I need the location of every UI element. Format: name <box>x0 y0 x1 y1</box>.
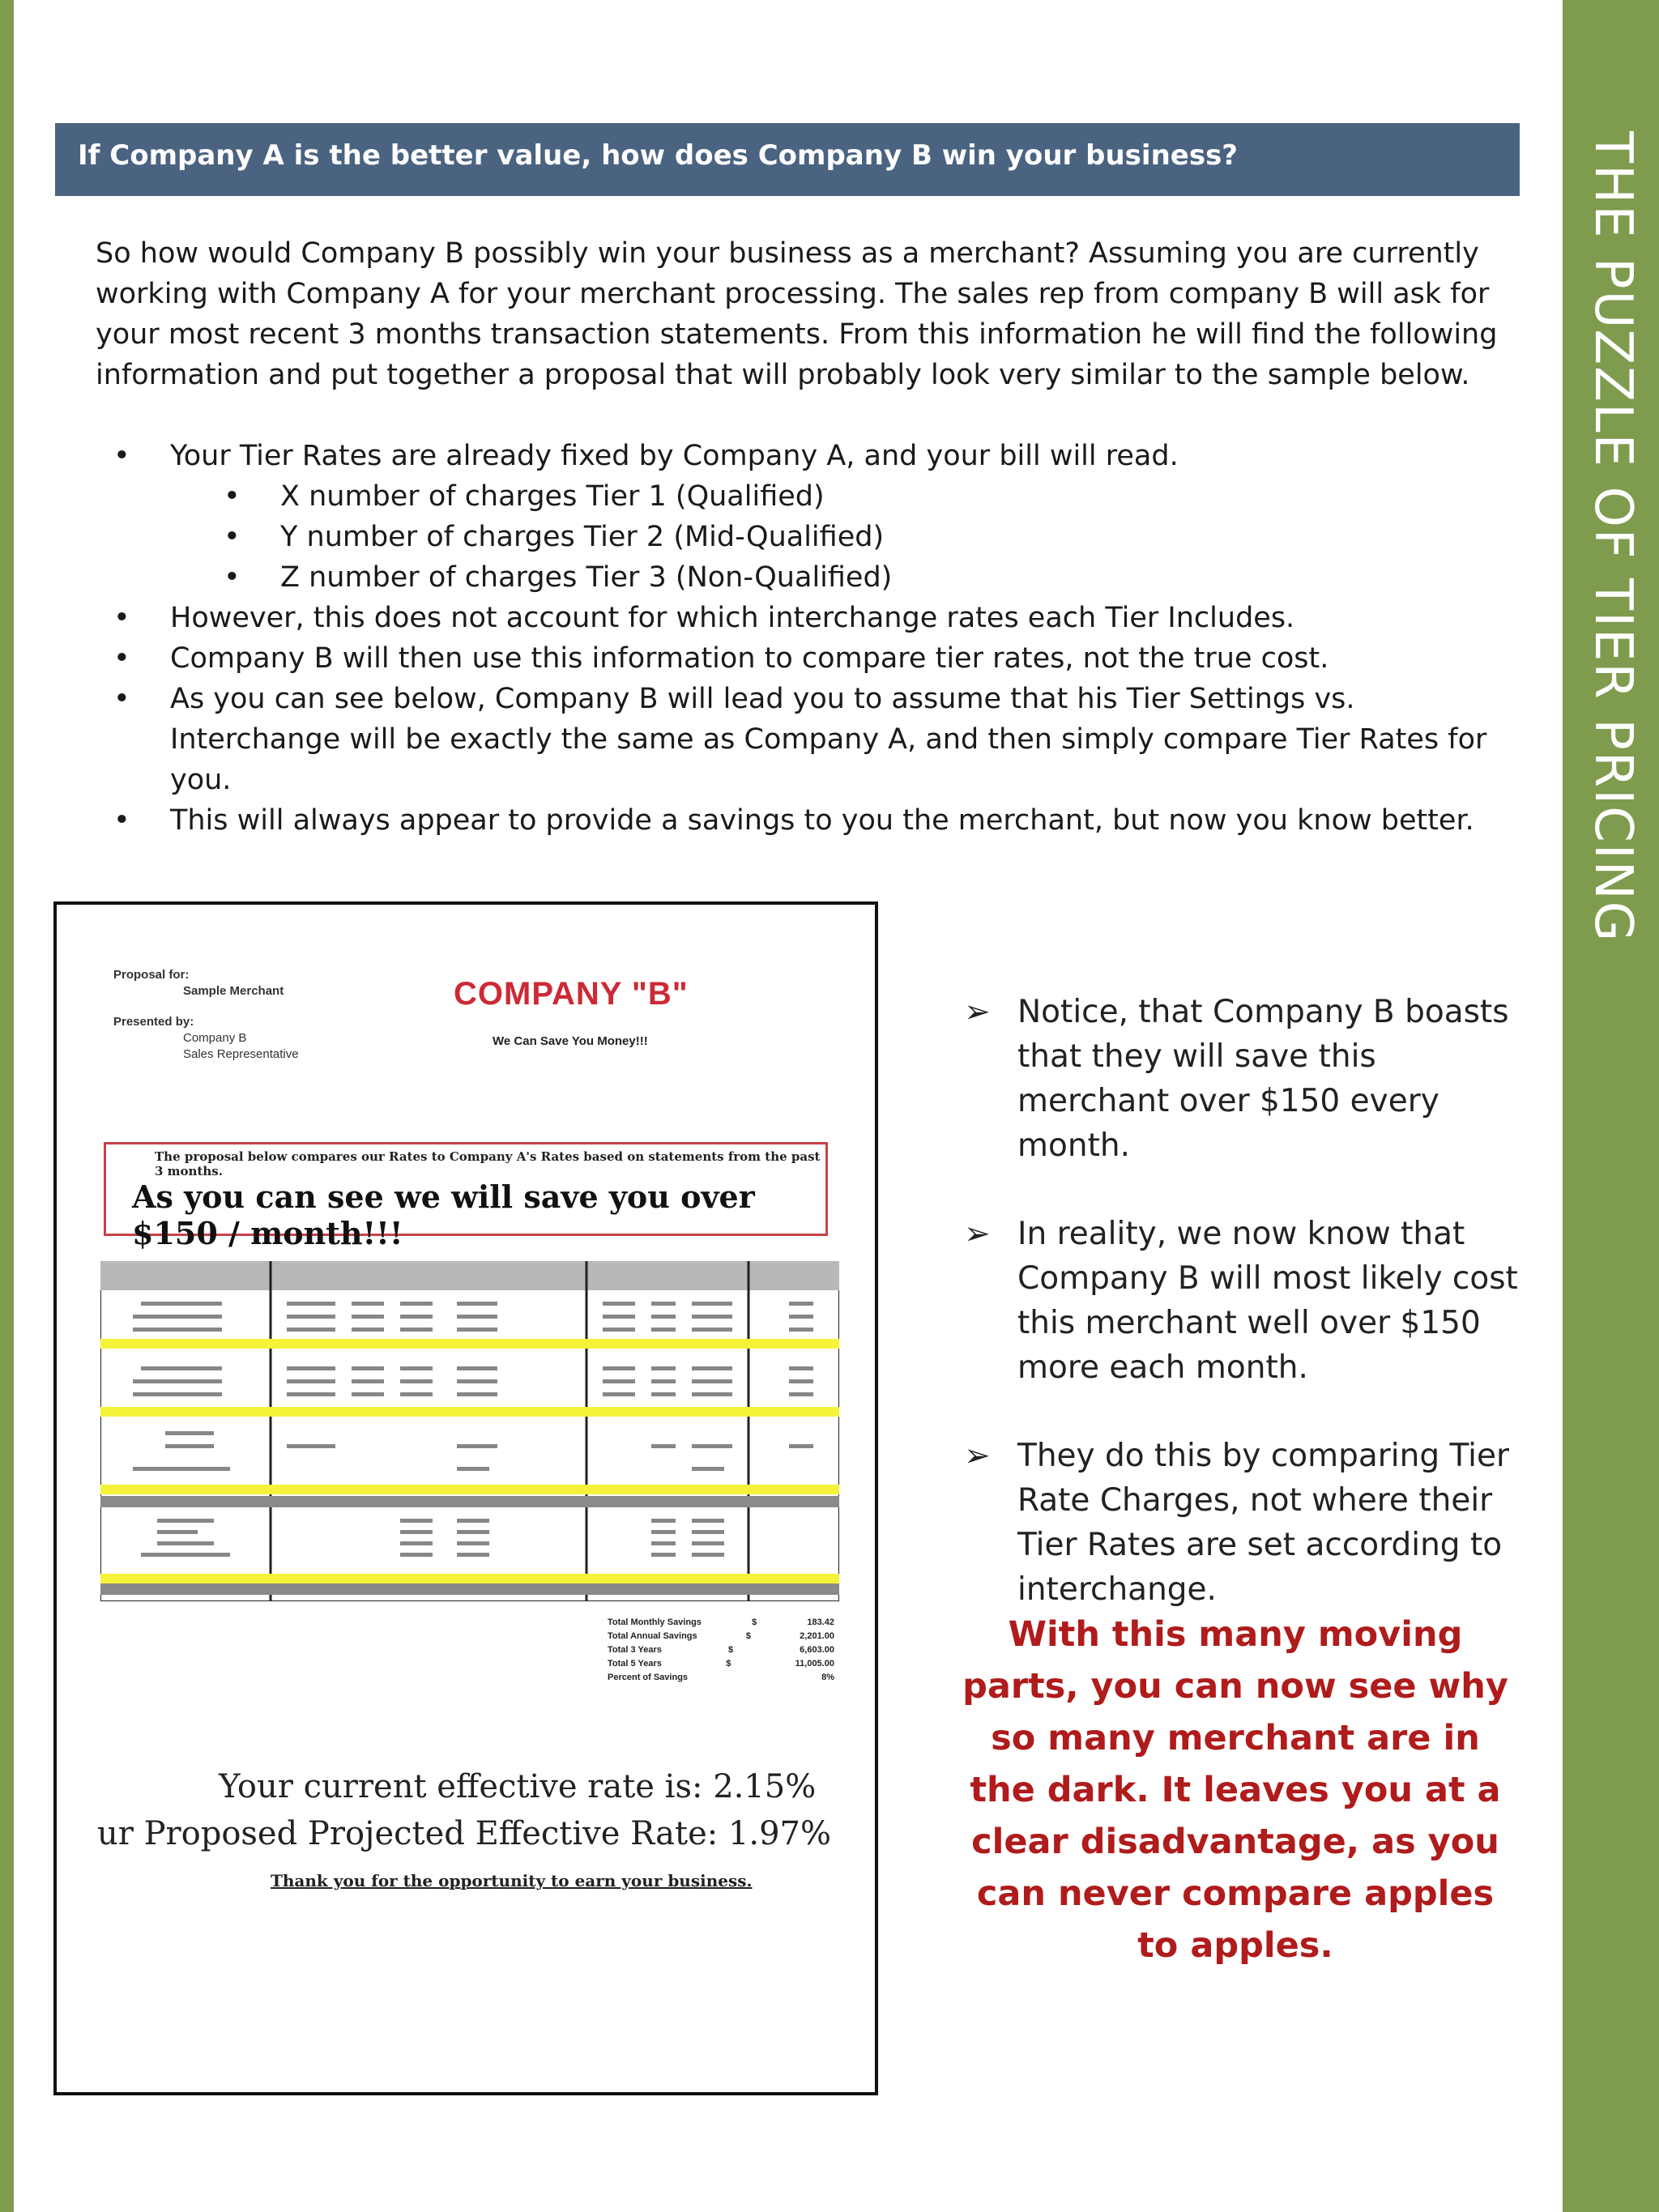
savings-row: Total Monthly Savings $ 183.42 <box>608 1617 834 1627</box>
bullet-list <box>113 436 1507 841</box>
proposal-table-graphic <box>100 1261 839 1601</box>
thank-you-line: Thank you for the opportunity to earn your business. <box>271 1871 753 1890</box>
savings-row: Percent of Savings 8% <box>608 1673 834 1682</box>
arrow-bullet-icon: ➢ <box>964 1216 991 1252</box>
proposal-for-label: Proposal for: <box>113 968 190 982</box>
bullet-item: • As you can see below, Company B will lead you to assume that his Tier Settings vs. Interchange will be exactly the same as Company A, and then simply compare Tier Rates for you. <box>113 683 1487 796</box>
bullet-item: • However, this does not account for which interchange rates each Tier Includes. <box>113 602 1295 634</box>
sub-bullet-item: • X number of charges Tier 1 (Qualified) <box>224 480 825 513</box>
side-title: THE PUZZLE OF TIER PRICING <box>1583 131 1643 944</box>
left-green-strip <box>0 0 14 2212</box>
note-item: ➢ Notice, that Company B boasts that they will save this merchant over $150 every month. <box>964 990 1523 1168</box>
savings-row: Total 5 Years $ 11,005.00 <box>608 1659 834 1669</box>
notes-list <box>964 990 1523 1656</box>
arrow-bullet-icon: ➢ <box>964 1438 991 1474</box>
savings-row: Total 3 Years $ 6,603.00 <box>608 1645 834 1655</box>
proposed-effective-rate: ur Proposed Projected Effective Rate: 1.97% <box>97 1815 832 1852</box>
company-b-title: COMPANY "B" <box>454 976 689 1012</box>
current-effective-rate: Your current effective rate is: 2.15% <box>219 1768 817 1805</box>
sub-bullet-item: • Y number of charges Tier 2 (Mid-Qualified) <box>224 521 885 553</box>
presenter-company: Company B <box>183 1031 247 1045</box>
savings-row: Total Annual Savings $ 2,201.00 <box>608 1631 834 1641</box>
bullet-item: • Your Tier Rates are already fixed by Company A, and your bill will read. <box>113 440 1179 472</box>
section-header <box>55 123 1520 196</box>
bullet-item: • This will always appear to provide a savings to you the merchant, but now you know better. <box>113 804 1474 837</box>
presenter-title: Sales Representative <box>183 1047 299 1061</box>
savings-headline: As you can see we will save you over $150 / month!!! <box>132 1178 755 1251</box>
note-item: ➢ They do this by comparing Tier Rate Charges, not where their Tier Rates are set according to interchange. <box>964 1434 1523 1612</box>
side-title-band <box>1563 0 1659 2212</box>
conclusion-text: With this many moving parts, you can now see why so many merchant are in the dark. It leaves you at a clear disadvantage, as you can never compare apples to apples. <box>962 1614 1508 1966</box>
sub-bullet-item: • Z number of charges Tier 3 (Non-Qualified) <box>224 561 893 594</box>
intro-paragraph: So how would Company B possibly win your business as a merchant? Assuming you are currently working with Company A for your merchant processing. The sales rep from company B will ask for your most recent 3 months transaction statements. From this information he will find the following information and put together a proposal that will probably look very similar to the sample below. <box>96 237 1498 391</box>
savings-summary <box>608 1616 834 1685</box>
section-header-text: If Company A is the better value, how does Company B win your business? <box>78 139 1239 172</box>
merchant-name: Sample Merchant <box>183 984 284 998</box>
proposal-sample-image <box>53 901 878 2095</box>
presented-by-label: Presented by: <box>113 1015 194 1029</box>
headline-box <box>104 1142 828 1251</box>
note-item: ➢ In reality, we now know that Company B will most likely cost this merchant well over $150 more each month. <box>964 1212 1523 1390</box>
company-tagline: We Can Save You Money!!! <box>493 1034 648 1048</box>
bullet-item: • Company B will then use this information to compare tier rates, not the true cost. <box>113 642 1329 675</box>
proposal-table <box>100 1261 839 1601</box>
compare-note: The proposal below compares our Rates to Company A's Rates based on statements from the past 3 months. <box>155 1149 821 1178</box>
arrow-bullet-icon: ➢ <box>964 994 991 1030</box>
